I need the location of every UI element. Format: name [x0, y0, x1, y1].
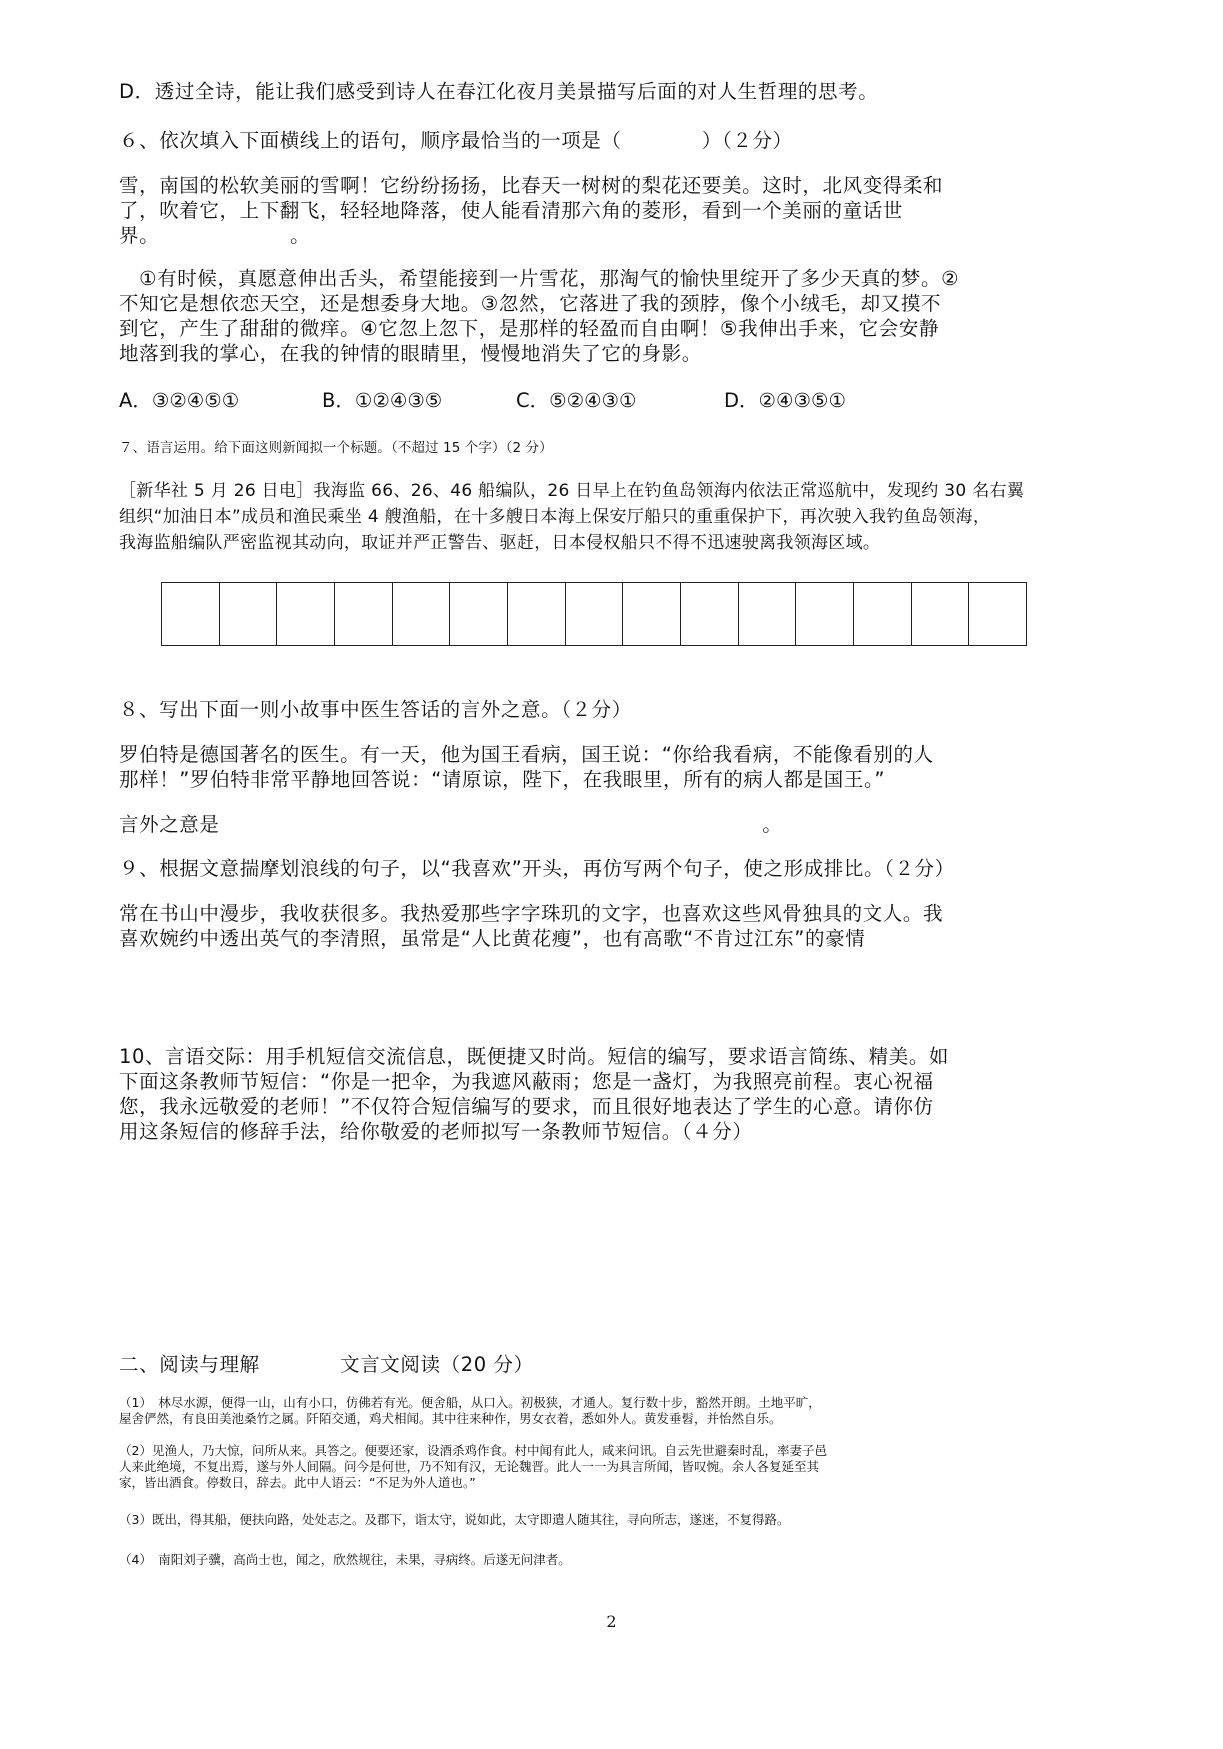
answer-box[interactable]: [623, 583, 681, 645]
answer-box[interactable]: [912, 583, 970, 645]
q7-news-line: 我海监船编队严密监视其动向，取证并严正警告、驱赶，日本侵权船只不得不迅速驶离我领海区域。: [119, 533, 881, 553]
classical-paragraph-2-line: 人来此绝境，不复出焉，遂与外人间隔。问今是何世，乃不知有汉，无论魏晋。此人一一为具言所闻，皆叹惋。余人各复延至其: [119, 1459, 820, 1474]
answer-box[interactable]: [335, 583, 393, 645]
answer-box[interactable]: [566, 583, 624, 645]
q6-passage-line: 了，吹着它，上下翻飞，轻轻地降落，使人能看清那六角的菱形，看到一个美丽的童话世: [119, 199, 903, 222]
q9-passage-line: 常在书山中漫步，我收获很多。我热爱那些字字珠玑的文字，也喜欢这些风骨独具的文人。我: [119, 902, 944, 925]
classical-paragraph-3: （3）既出，得其船，便扶向路，处处志之。及郡下，诣太守，说如此，太守即遣人随其往，寻向所志，遂迷，不复得路。: [119, 1512, 790, 1527]
answer-box[interactable]: [450, 583, 508, 645]
answer-box[interactable]: [739, 583, 797, 645]
q6-passage-line: 界。 。: [119, 224, 311, 247]
section2-heading: 二、阅读与理解 文言文阅读（20 分）: [119, 1353, 534, 1376]
q6-passage-line: 雪，南国的松软美丽的雪啊！它纷纷扬扬，比春天一树树的梨花还要美。这时，北风变得柔和: [119, 174, 944, 197]
answer-box[interactable]: [508, 583, 566, 645]
answer-box[interactable]: [277, 583, 335, 645]
answer-box[interactable]: [969, 583, 1026, 645]
classical-paragraph-2-line: 家，皆出酒食。停数日，辞去。此中人语云：“不足为外人道也。”: [119, 1475, 476, 1490]
answer-box[interactable]: [681, 583, 739, 645]
classical-paragraph-4: （4） 南阳刘子骥，高尚士也，闻之，欣然规往，未果，寻病终。后遂无问津者。: [119, 1552, 571, 1567]
q6-option-b: B．①②④③⑤: [322, 389, 443, 412]
q8-story-line: 罗伯特是德国著名的医生。有一天，他为国王看病，国王说：“你给我看病，不能像看别的人: [119, 743, 934, 766]
answer-box[interactable]: [393, 583, 451, 645]
q6-option-a: A．③②④⑤①: [119, 389, 240, 412]
q10-line: 下面这条教师节短信：“你是一把伞，为我遮风蔽雨；您是一盏灯，为我照亮前程。衷心祝福: [119, 1070, 934, 1093]
answer-box[interactable]: [796, 583, 854, 645]
q5-option-d: D．透过全诗，能让我们感受到诗人在春江化夜月美景描写后面的对人生哲理的思考。: [119, 80, 879, 103]
q8-story-line: 那样！”罗伯特非常平静地回答说：“请原谅，陛下，在我眼里，所有的病人都是国王。”: [119, 768, 886, 791]
answer-box[interactable]: [220, 583, 278, 645]
q10-line: 10、言语交际：用手机短信交流信息，既便捷又时尚。短信的编写，要求语言简练、精美。如: [119, 1045, 950, 1068]
q6-sentence-line: 地落到我的掌心，在我的钟情的眼睛里，慢慢地消失了它的身影。: [119, 342, 702, 365]
q6-sentence-line: 不知它是想依恋天空，还是想委身大地。③忽然，它落进了我的颈脖，像个小绒毛，却又摸不: [119, 292, 942, 315]
q7-news-line: ［新华社 5 月 26 日电］我海监 66、26、46 船编队，26 日早上在钓鱼岛领海内依法正常巡航中，发现约 30 名右翼: [119, 481, 1025, 501]
q10-line: 您，我永远敬爱的老师！”不仅符合短信编写的要求，而且很好地表达了学生的心意。请你仿: [119, 1095, 934, 1118]
answer-box[interactable]: [854, 583, 912, 645]
answer-box[interactable]: [162, 583, 220, 645]
classical-paragraph-1-line: （1） 林尽水源，便得一山，山有小口，仿佛若有光。便舍船，从口入。初极狭，才通人。复行数十步，豁然开朗。土地平旷，: [119, 1395, 821, 1410]
classical-paragraph-2-line: （2）见渔人，乃大惊，问所从来。具答之。便要还家，设酒杀鸡作食。村中闻有此人，咸来问讯。自云先世避秦时乱，率妻子邑: [119, 1443, 827, 1458]
q6-option-c: C．⑤②④③①: [516, 389, 637, 412]
q6-sentence-line: ①有时候，真愿意伸出舌头，希望能接到一片雪花，那淘气的愉快里绽开了多少天真的梦。②: [119, 267, 960, 290]
q8-stem: ８、写出下面一则小故事中医生答话的言外之意。（２分）: [119, 698, 632, 721]
classical-paragraph-1-line: 屋舍俨然，有良田美池桑竹之属。阡陌交通，鸡犬相闻。其中往来种作，男女衣着，悉如外人。黄发垂髫，并怡然自乐。: [119, 1411, 782, 1426]
q8-answer-line[interactable]: 言外之意是 。: [119, 813, 783, 836]
q9-stem: ９、根据文意揣摩划浪线的句子，以“我喜欢”开头，再仿写两个句子，使之形成排比。（２分）: [119, 857, 955, 880]
q6-option-d: D．②④③⑤①: [724, 389, 846, 412]
q7-answer-grid[interactable]: [161, 582, 1027, 646]
page-number: 2: [606, 1612, 617, 1631]
q7-news-line: 组织“加油日本”成员和渔民乘坐 4 艘渔船，在十多艘日本海上保安厅船只的重重保护下，再次驶入我钓鱼岛领海，: [119, 507, 991, 527]
q6-stem: ６、依次填入下面横线上的语句，顺序最恰当的一项是（ ）（２分）: [119, 129, 793, 152]
q10-line: 用这条短信的修辞手法，给你敬爱的老师拟写一条教师节短信。（４分）: [119, 1120, 753, 1143]
q9-passage-line: 喜欢婉约中透出英气的李清照，虽常是“人比黄花瘦”，也有高歌“不肯过江东”的豪情: [119, 927, 866, 950]
q7-stem: ７、语言运用。给下面这则新闻拟一个标题。（不超过 15 个字）（2 分）: [119, 440, 553, 456]
q6-sentence-line: 到它，产生了甜甜的微痒。④它忽上忽下，是那样的轻盈而自由啊！⑤我伸出手来，它会安静: [119, 317, 940, 340]
